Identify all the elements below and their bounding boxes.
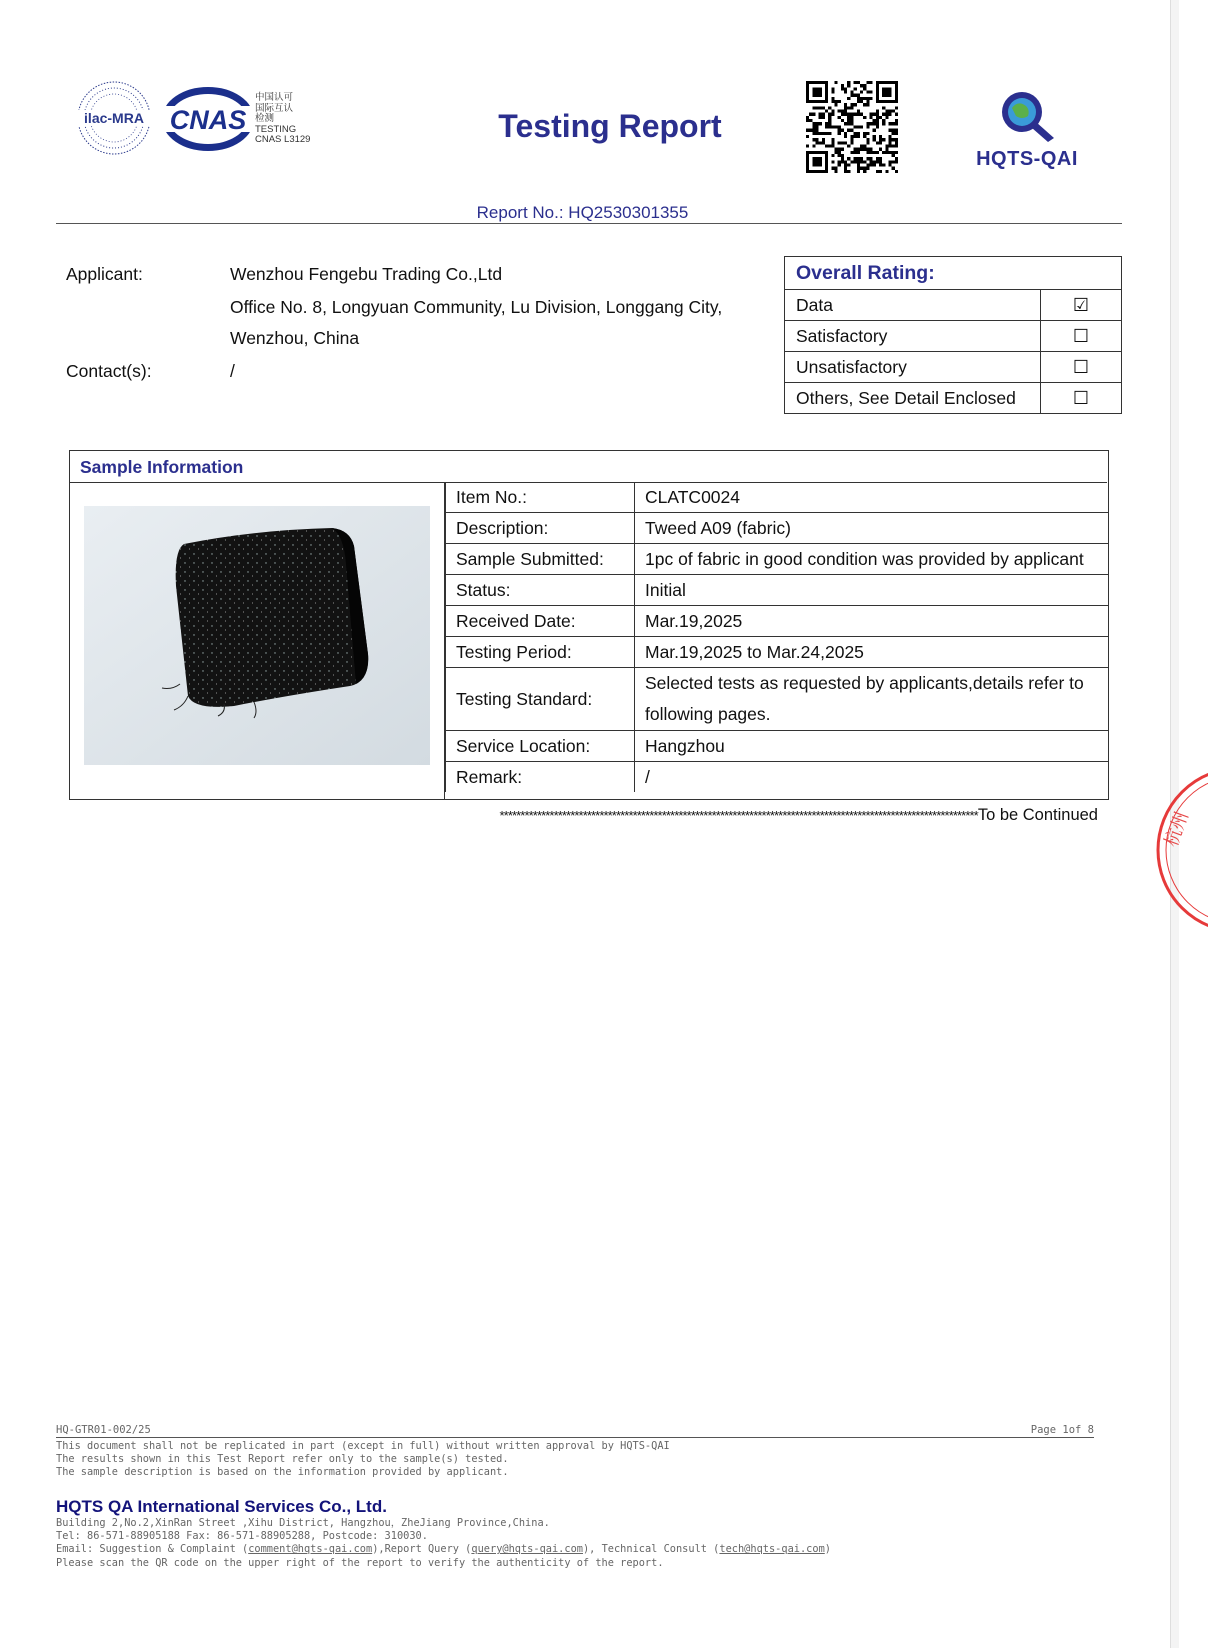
company-contact-block — [56, 1517, 831, 1570]
company-email-line — [56, 1543, 831, 1556]
rating-label-others: Others, See Detail Enclosed — [785, 383, 1041, 414]
footer-note: The results shown in this Test Report refer only to the sample(s) tested. — [56, 1453, 509, 1466]
email-mid2: ), Technical Consult ( — [582, 1543, 720, 1556]
company-name: HQTS QA International Services Co., Ltd. — [56, 1497, 387, 1516]
rating-label-satisfactory: Satisfactory — [785, 321, 1041, 352]
remark-value: / — [635, 762, 1109, 793]
received-date-label: Received Date: — [446, 606, 635, 637]
service-location-value: Hangzhou — [635, 731, 1109, 762]
status-value: Initial — [635, 575, 1109, 606]
company-phone: Tel: 86-571-88905188 Fax: 86-571-88905288, Postcode: 310030. — [56, 1530, 428, 1543]
asterisk-divider: ******************************************************************************************************************* — [499, 808, 978, 823]
item-no-label: Item No.: — [446, 482, 635, 513]
report-number: Report No.: HQ2530301355 — [476, 203, 689, 222]
description-label: Description: — [446, 513, 635, 544]
tech-email-link[interactable]: tech@hqts-qai.com — [719, 1543, 825, 1556]
sample-submitted-value: 1pc of fabric in good condition was provided by applicant — [635, 544, 1109, 575]
to-be-continued-text: To be Continued — [977, 806, 1098, 824]
testing-standard-label: Testing Standard: — [446, 668, 635, 731]
fabric-sample-photo — [84, 506, 430, 765]
cnas-caption-line: 中国认可 — [255, 92, 294, 103]
sample-information-title: Sample Information — [80, 457, 244, 477]
contact-value: / — [230, 361, 235, 381]
rating-label-unsatisfactory: Unsatisfactory — [785, 352, 1041, 383]
rating-checkbox-data[interactable]: ☑ — [1041, 290, 1122, 321]
footer-divider — [56, 1437, 1094, 1438]
hqts-qai-text: HQTS-QAI — [976, 148, 1078, 170]
verify-note: Please scan the QR code on the upper right of the report to verify the authenticity of the report. — [56, 1556, 664, 1569]
cnas-text: CNAS — [169, 105, 247, 135]
rating-checkbox-others[interactable]: ☐ — [1041, 383, 1122, 414]
complaint-email-link[interactable]: comment@hqts-qai.com — [248, 1543, 373, 1556]
to-be-continued-line — [80, 806, 1098, 825]
status-label: Status: — [446, 575, 635, 606]
cnas-logo — [162, 86, 254, 152]
service-location-label: Service Location: — [446, 731, 635, 762]
cnas-caption — [255, 93, 310, 146]
sample-information-panel — [69, 450, 1109, 800]
qr-code[interactable] — [806, 81, 898, 173]
document-title: Testing Report — [498, 108, 722, 144]
email-suffix: ) — [824, 1543, 831, 1556]
footer-note: The sample description is based on the information provided by applicant. — [56, 1466, 509, 1479]
seal-text: 杭州 — [1160, 808, 1194, 850]
rating-label-data: Data — [785, 290, 1041, 321]
remark-label: Remark: — [446, 762, 635, 793]
item-no-value: CLATC0024 — [635, 482, 1109, 513]
company-address: Building 2,No.2,XinRan Street ,Xihu District, Hangzhou，ZheJiang Province,China. — [56, 1517, 550, 1529]
testing-standard-value: Selected tests as requested by applicants,details refer to following pages. — [635, 668, 1109, 731]
cnas-caption-line: 国际互认 — [255, 102, 294, 114]
header-divider — [56, 223, 1122, 224]
contact-label: Contact(s): — [66, 361, 152, 381]
form-code: HQ-GTR01-002/25 — [56, 1424, 151, 1436]
cnas-caption-line: CNAS L3129 — [255, 134, 311, 145]
rating-checkbox-unsatisfactory[interactable]: ☐ — [1041, 352, 1122, 383]
footer-notes — [56, 1440, 670, 1480]
ilac-mra-logo — [76, 80, 152, 156]
email-mid1: ),Report Query ( — [372, 1543, 472, 1556]
overall-rating-title: Overall Rating: — [785, 257, 1122, 290]
description-value: Tweed A09 (fabric) — [635, 513, 1109, 544]
cnas-caption-line: TESTING — [255, 123, 297, 135]
received-date-value: Mar.19,2025 — [635, 606, 1109, 637]
company-seal-stamp — [1148, 760, 1208, 940]
sample-details-table — [445, 482, 1108, 792]
email-prefix: Email: Suggestion & Complaint ( — [56, 1543, 249, 1556]
applicant-address-line2: Wenzhou, China — [230, 328, 360, 348]
cnas-caption-line: 检测 — [255, 113, 275, 124]
page-indicator: Page 1of 8 — [1030, 1424, 1094, 1436]
footer-note: This document shall not be replicated in part (except in full) without written approval by HQTS-QAI — [56, 1440, 670, 1452]
sample-submitted-label: Sample Submitted: — [446, 544, 635, 575]
testing-period-label: Testing Period: — [446, 637, 635, 668]
query-email-link[interactable]: query@hqts-qai.com — [471, 1543, 583, 1556]
applicant-name: Wenzhou Fengebu Trading Co.,Ltd — [230, 264, 503, 284]
applicant-address-line1: Office No. 8, Longyuan Community, Lu Division, Longgang City, — [230, 297, 723, 317]
ilac-text: ilac-MRA — [84, 110, 144, 126]
overall-rating-table — [784, 256, 1122, 414]
testing-period-value: Mar.19,2025 to Mar.24,2025 — [635, 637, 1109, 668]
applicant-label: Applicant: — [66, 264, 143, 284]
rating-checkbox-satisfactory[interactable]: ☐ — [1041, 321, 1122, 352]
